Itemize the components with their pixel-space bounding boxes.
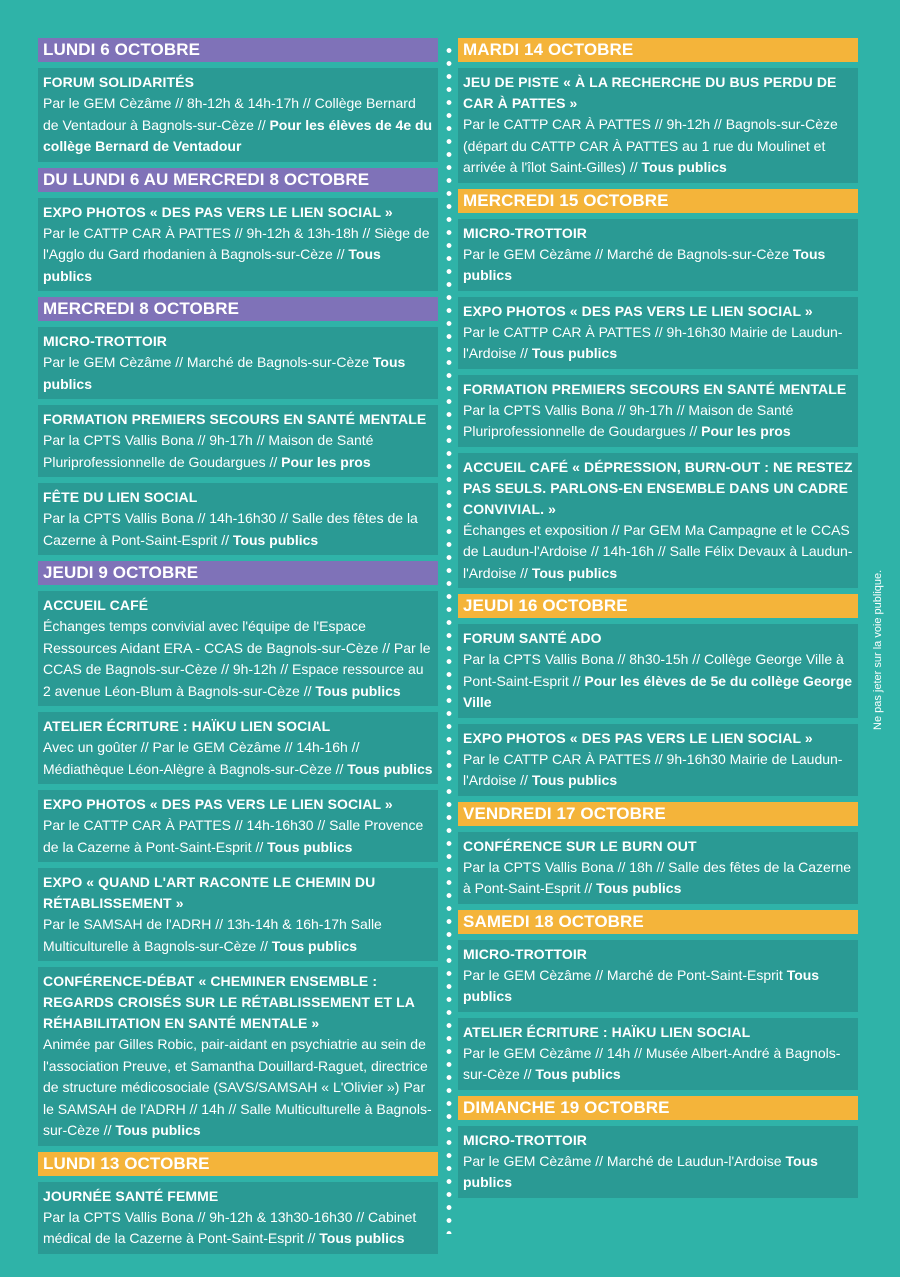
- event-audience: Tous publics: [531, 772, 618, 788]
- event-info: Par le CATTP CAR À PATTES // 14h-16h30 // Salle Provence de la Cazerne à Pont-Saint-Esprit //: [43, 817, 424, 855]
- event-audience: Tous publics: [319, 1230, 405, 1246]
- event-audience: Tous publics: [315, 682, 401, 699]
- event-title: JEU DE PISTE « À LA RECHERCHE DU BUS PERDU DE CAR À PATTES »: [463, 74, 837, 111]
- day-section: [38, 1152, 438, 1254]
- event-card: [38, 327, 438, 399]
- event-title: MICRO-TROTTOIR: [463, 224, 588, 241]
- day-heading: DIMANCHE 19 OCTOBRE: [458, 1096, 858, 1120]
- event-audience: Tous publics: [531, 345, 618, 361]
- event-audience: Tous publics: [43, 354, 406, 392]
- event-details: [43, 1207, 433, 1250]
- day-section: [38, 561, 438, 1146]
- day-section: [458, 802, 858, 904]
- event-audience: Pour les pros: [701, 423, 791, 439]
- event-title: EXPO PHOTOS « DES PAS VERS LE LIEN SOCIAL »: [43, 203, 393, 220]
- event-title: CONFÉRENCE-DÉBAT « CHEMINER ENSEMBLE : REGARDS CROISÉS SUR LE RÉTABLISSEMENT ET LA RÉHABILITATION EN SANTÉ MENTALE »: [43, 973, 415, 1031]
- event-card: [458, 832, 858, 904]
- event-audience: Pour les pros: [281, 453, 371, 470]
- event-info: Par le GEM Cèzâme // Marché de Bagnols-sur-Cèze: [463, 245, 793, 262]
- left-column: [38, 38, 438, 1260]
- event-title: JOURNÉE SANTÉ FEMME: [43, 1187, 219, 1204]
- event-card: [38, 790, 438, 862]
- event-details: [463, 244, 853, 287]
- day-heading: VENDREDI 17 OCTOBRE: [458, 802, 858, 826]
- right-column: [458, 38, 858, 1204]
- event-title: FORMATION PREMIERS SECOURS EN SANTÉ MENTALE: [43, 411, 427, 427]
- event-audience: Tous publics: [267, 838, 353, 855]
- event-card: [458, 68, 858, 183]
- day-heading: JEUDI 9 OCTOBRE: [38, 561, 438, 585]
- event-title: FORUM SOLIDARITÉS: [43, 74, 195, 90]
- event-title: ACCUEIL CAFÉ: [43, 597, 149, 613]
- event-info: Par le GEM Cèzâme // 8h-12h & 14h-17h // Collège Bernard de Ventadour à Bagnols-sur-Cèze //: [43, 95, 416, 133]
- day-section: [38, 168, 438, 292]
- day-section: [458, 38, 858, 183]
- event-details: [43, 914, 433, 957]
- event-audience: Tous publics: [43, 246, 381, 284]
- event-audience: Tous publics: [535, 1066, 621, 1082]
- event-card: [458, 219, 858, 291]
- event-audience: Tous publics: [531, 564, 618, 581]
- event-details: [43, 223, 433, 288]
- event-card: [38, 68, 438, 162]
- event-details: [463, 749, 853, 792]
- event-details: [463, 1043, 853, 1086]
- day-heading: LUNDI 13 OCTOBRE: [38, 1152, 438, 1176]
- event-card: [38, 405, 438, 477]
- event-card: [38, 198, 438, 292]
- day-section: [38, 297, 438, 555]
- day-section: [458, 189, 858, 589]
- event-info: Par le CATTP CAR À PATTES // 9h-12h & 13h-18h // Siège de l'Agglo du Gard rhodanien à Bagnols-sur-Cèze //: [43, 224, 430, 262]
- event-details: [463, 965, 853, 1008]
- event-audience: Tous publics: [115, 1122, 201, 1138]
- event-title: ACCUEIL CAFÉ « DÉPRESSION, BURN-OUT : NE RESTEZ PAS SEULS. PARLONS-EN ENSEMBLE DANS UN CADRE CONVIVIAL. »: [463, 458, 853, 517]
- day-heading: JEUDI 16 OCTOBRE: [458, 594, 858, 618]
- event-card: [458, 453, 858, 589]
- event-card: [458, 940, 858, 1012]
- event-card: [458, 297, 858, 369]
- event-card: [38, 712, 438, 784]
- event-audience: Tous publics: [463, 245, 826, 283]
- event-info: Par la CPTS Vallis Bona // 8h30-15h // Collège George Ville à Pont-Saint-Esprit //: [463, 651, 844, 689]
- event-info: Par le GEM Cèzâme // Marché de Laudun-l'Ardoise: [463, 1152, 786, 1169]
- event-card: [458, 1018, 858, 1090]
- day-heading: MARDI 14 OCTOBRE: [458, 38, 858, 62]
- event-info: Par le CATTP CAR À PATTES // 9h-12h // Bagnols-sur-Cèze (départ du CATTP CAR À PATTES au 1 rue du Moulinet et arrivée à l'îlot Saint-Gilles) //: [463, 116, 838, 175]
- day-section: [458, 594, 858, 796]
- event-details: [43, 616, 433, 702]
- event-details: [43, 352, 433, 395]
- event-card: [38, 967, 438, 1146]
- event-info: Échanges et exposition // Par GEM Ma Campagne et le CCAS de Laudun-l'Ardoise // 14h-16h // Salle Félix Devaux à Laudun-l'Ardoise //: [463, 521, 853, 581]
- day-section: [458, 1096, 858, 1198]
- day-heading: MERCREDI 15 OCTOBRE: [458, 189, 858, 213]
- event-details: [463, 322, 853, 365]
- event-details: [43, 815, 433, 858]
- event-title: FÊTE DU LIEN SOCIAL: [43, 489, 198, 505]
- event-info: Par la CPTS Vallis Bona // 9h-17h // Maison de Santé Pluriprofessionnelle de Goudargues //: [463, 401, 794, 439]
- event-card: [458, 724, 858, 796]
- event-audience: Tous publics: [232, 531, 319, 548]
- dotted-divider: [446, 44, 452, 1234]
- day-heading: SAMEDI 18 OCTOBRE: [458, 910, 858, 934]
- event-title: FORUM SANTÉ ADO: [463, 630, 602, 646]
- event-info: Animée par Gilles Robic, pair-aidant en psychiatrie au sein de l'association Preuve, et Samantha Douillard-Raguet, directrice de structure médicosociale (SAVS/SAMSAH « L'Olivier ») Par le SAMSAH de l'ADRH // 14h // Salle Multiculturelle à Bagnols-sur-Cèze //: [43, 1036, 432, 1138]
- event-title: ATELIER ÉCRITURE : HAÏKU LIEN SOCIAL: [463, 1023, 751, 1040]
- event-title: EXPO « QUAND L'ART RACONTE LE CHEMIN DU RÉTABLISSEMENT »: [43, 874, 376, 911]
- event-audience: Pour les élèves de 5e du collège George Ville: [463, 672, 853, 710]
- event-audience: Tous publics: [463, 966, 820, 1004]
- event-details: [463, 649, 853, 714]
- event-info: Par la CPTS Vallis Bona // 9h-12h & 13h30-16h30 // Cabinet médical de la Cazerne à Pont-Saint-Esprit //: [43, 1208, 417, 1246]
- day-heading: MERCREDI 8 OCTOBRE: [38, 297, 438, 321]
- event-audience: Tous publics: [463, 1152, 818, 1190]
- event-audience: Tous publics: [271, 937, 358, 954]
- event-info: Par le CATTP CAR À PATTES // 9h-16h30 Mairie de Laudun-l'Ardoise //: [463, 323, 843, 361]
- event-title: EXPO PHOTOS « DES PAS VERS LE LIEN SOCIAL »: [463, 302, 813, 319]
- day-heading: LUNDI 6 OCTOBRE: [38, 38, 438, 62]
- event-audience: Tous publics: [641, 159, 727, 175]
- event-info: Échanges temps convivial avec l'équipe de l'Espace Ressources Aidant ERA - CCAS de Bagnols-sur-Cèze // Par le CCAS de Bagnols-sur-Cèze // 9h-12h // Espace ressource au 2 avenue Léon-Blum à Bagnols-sur-Cèze //: [43, 618, 431, 699]
- event-details: [463, 114, 853, 179]
- event-details: [43, 508, 433, 551]
- event-card: [458, 375, 858, 447]
- event-title: MICRO-TROTTOIR: [463, 1131, 588, 1148]
- event-title: CONFÉRENCE SUR LE BURN OUT: [463, 837, 697, 854]
- event-card: [38, 1182, 438, 1254]
- event-details: [43, 1034, 433, 1142]
- event-details: [43, 93, 433, 158]
- event-details: [463, 857, 853, 900]
- event-details: [43, 737, 433, 780]
- event-title: EXPO PHOTOS « DES PAS VERS LE LIEN SOCIAL »: [43, 796, 393, 812]
- event-info: Par la CPTS Vallis Bona // 18h // Salle des fêtes de la Cazerne à Pont-Saint-Esprit //: [463, 858, 852, 896]
- event-info: Par le SAMSAH de l'ADRH // 13h-14h & 16h-17h Salle Multiculturelle à Bagnols-sur-Cèze //: [43, 916, 382, 954]
- event-title: EXPO PHOTOS « DES PAS VERS LE LIEN SOCIAL »: [463, 729, 813, 746]
- event-title: MICRO-TROTTOIR: [43, 333, 168, 349]
- day-section: [38, 38, 438, 162]
- event-title: FORMATION PREMIERS SECOURS EN SANTÉ MENTALE: [463, 380, 847, 397]
- event-details: [463, 1151, 853, 1194]
- event-audience: Tous publics: [347, 760, 433, 777]
- event-info: Par le GEM Cèzâme // 14h // Musée Albert-André à Bagnols-sur-Cèze //: [463, 1044, 841, 1082]
- event-audience: Pour les élèves de 4e du collège Bernard de Ventadour: [43, 116, 433, 154]
- event-info: Par le GEM Cèzâme // Marché de Bagnols-sur-Cèze: [43, 354, 373, 370]
- event-card: [38, 868, 438, 961]
- event-card: [458, 624, 858, 718]
- event-details: [43, 430, 433, 473]
- day-section: [458, 910, 858, 1090]
- day-heading: DU LUNDI 6 AU MERCREDI 8 OCTOBRE: [38, 168, 438, 192]
- event-audience: Tous publics: [596, 880, 682, 896]
- event-card: [458, 1126, 858, 1198]
- event-details: [463, 520, 853, 585]
- event-info: Avec un goûter // Par le GEM Cèzâme // 14h-16h // Médiathèque Léon-Alègre à Bagnols-sur-Cèze //: [43, 739, 360, 777]
- event-info: Par le CATTP CAR À PATTES // 9h-16h30 Mairie de Laudun-l'Ardoise //: [463, 750, 843, 788]
- event-title: ATELIER ÉCRITURE : HAÏKU LIEN SOCIAL: [43, 718, 331, 734]
- event-details: [463, 400, 853, 443]
- event-card: [38, 483, 438, 555]
- event-info: Par la CPTS Vallis Bona // 14h-16h30 // Salle des fêtes de la Cazerne à Pont-Saint-Esprit //: [43, 510, 418, 548]
- event-info: Par le GEM Cèzâme // Marché de Pont-Saint-Esprit: [463, 966, 787, 983]
- side-note: Ne pas jeter sur la voie publique.: [872, 569, 884, 730]
- event-info: Par la CPTS Vallis Bona // 9h-17h // Maison de Santé Pluriprofessionnelle de Goudargues //: [43, 432, 374, 470]
- event-card: [38, 591, 438, 706]
- event-title: MICRO-TROTTOIR: [463, 945, 588, 962]
